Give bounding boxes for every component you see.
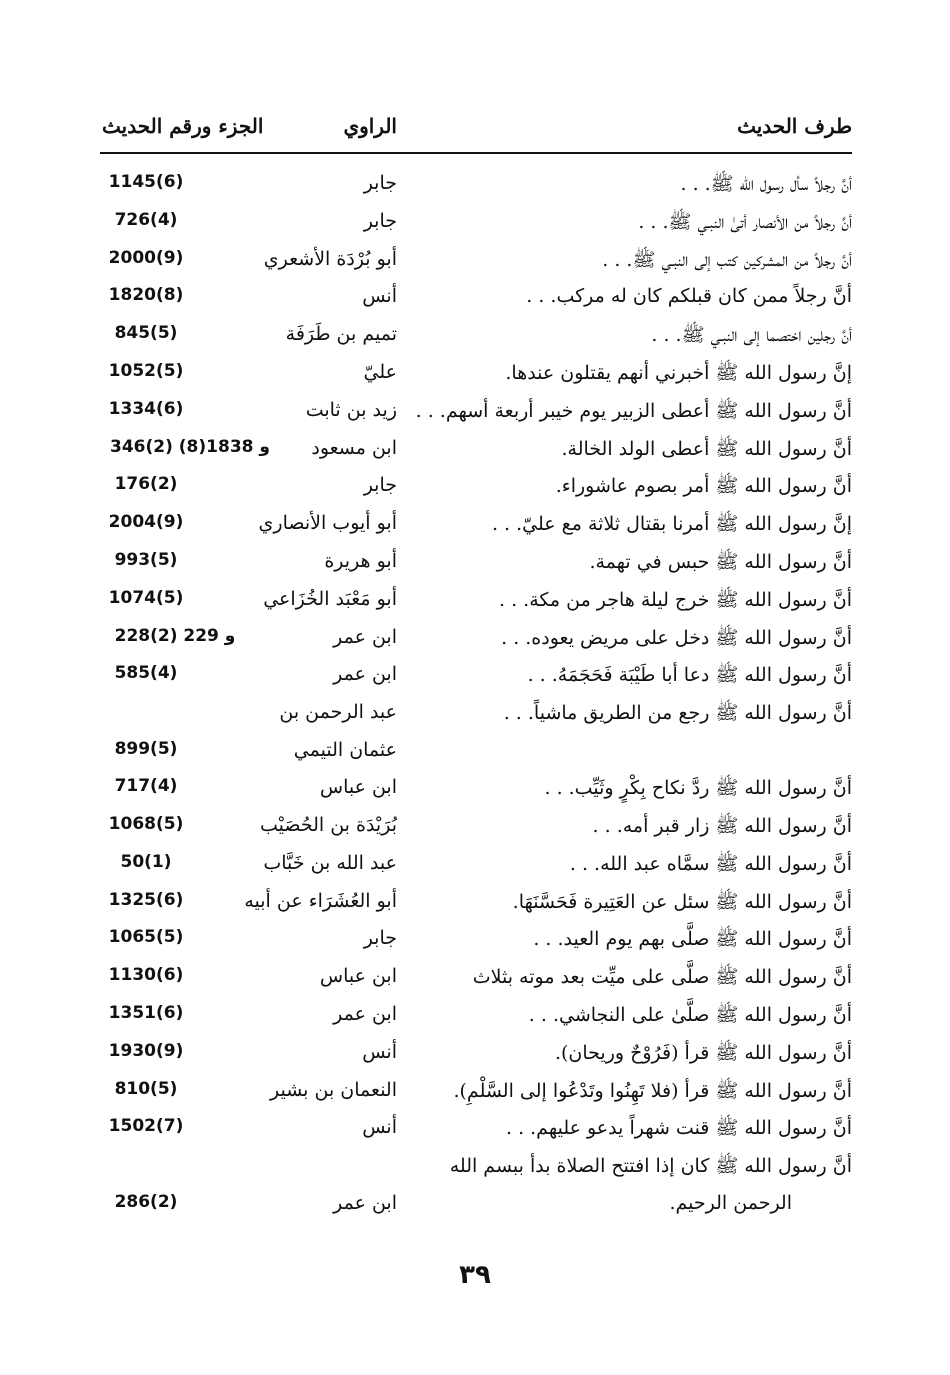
reference: 1820(8) bbox=[108, 285, 184, 306]
narrator: عبد الله بن خَبَّاب bbox=[263, 851, 397, 874]
narrator: ابن عمر bbox=[333, 1192, 397, 1215]
table-header bbox=[100, 112, 852, 154]
index-table bbox=[100, 168, 852, 1225]
hadith-text: أنَّ رجلين اختصما إلى النبـي ﷺ. . . bbox=[651, 324, 852, 347]
reference: 286(2) bbox=[114, 1192, 178, 1213]
table-row bbox=[100, 206, 852, 244]
reference: 176(2) bbox=[114, 474, 178, 495]
narrator-continued: عثمان التيمي bbox=[293, 739, 397, 762]
table-row bbox=[100, 244, 852, 282]
reference: 1052(5) bbox=[108, 360, 184, 381]
narrator: ابن عباس bbox=[319, 776, 397, 799]
narrator: جابر bbox=[363, 209, 397, 232]
hadith-text: أنَّ رسول الله ﷺ صلَّىٰ على النجاشي. . . bbox=[528, 1003, 852, 1026]
narrator: أنس bbox=[362, 1040, 397, 1063]
narrator: جابر bbox=[363, 474, 397, 497]
narrator: عليّ bbox=[363, 360, 397, 383]
hadith-text: أنَّ رسول الله ﷺ رجع من الطريق ماشياً. . . bbox=[503, 702, 852, 725]
table-row bbox=[100, 546, 852, 584]
narrator: عبد الرحمن بن bbox=[279, 701, 397, 724]
reference: 1130(6) bbox=[108, 965, 184, 986]
table-row bbox=[100, 1075, 852, 1113]
reference: 346(2) و 1838(8) bbox=[109, 436, 270, 457]
table-row bbox=[100, 961, 852, 999]
narrator: أبو العُشَرَاء عن أبيه bbox=[244, 889, 397, 912]
table-row bbox=[100, 395, 852, 433]
hadith-text: أنَّ رسول الله ﷺ ردَّ نكاح بِكْرٍ وثَيِّب. . . bbox=[544, 777, 852, 800]
reference: 2000(9) bbox=[108, 247, 184, 268]
hadith-text: أنَّ رسول الله ﷺ دعا أبا طَيْبَة فَحَجَمَهُ. . . bbox=[527, 664, 852, 687]
table-row bbox=[100, 772, 852, 810]
hadith-text: أنَّ رسول الله ﷺ قرأ (فلا تَهِنُوا وتَدْعُوا إلى السَّلْمِ). bbox=[453, 1079, 852, 1102]
reference: 899(5) bbox=[114, 739, 178, 760]
narrator: أبو أيوب الأنصاري bbox=[258, 512, 397, 535]
hadith-text: أنَّ رسول الله ﷺ سمَّاه عبد الله. . . bbox=[569, 852, 852, 875]
hadith-text: أنَّ رسول الله ﷺ صلَّى على ميِّت بعد موته بثلاث bbox=[472, 966, 852, 989]
table-row bbox=[100, 886, 852, 924]
narrator: أنس bbox=[362, 1116, 397, 1139]
hadith-text: إنَّ رسول الله ﷺ أخبرني أنهم يقتلون عندها. bbox=[505, 361, 852, 384]
reference: 845(5) bbox=[114, 323, 178, 344]
table-row bbox=[100, 659, 852, 697]
reference: 1502(7) bbox=[108, 1116, 184, 1137]
narrator: أبو هريرة bbox=[324, 549, 397, 572]
reference: 717(4) bbox=[114, 776, 178, 797]
reference: 1074(5) bbox=[108, 587, 184, 608]
hadith-text: أنَّ رسول الله ﷺ أعطى الزبير يوم خيبر أربعة أسهم. . . bbox=[415, 399, 852, 422]
table-row bbox=[100, 999, 852, 1037]
narrator: أبو بُرْدَة الأشعري bbox=[263, 247, 397, 270]
page-number: ٣٩ bbox=[459, 1260, 491, 1290]
hadith-text: أنَّ رجلاً من الأنصار أتىٰ النبـي ﷺ. . . bbox=[638, 210, 852, 233]
header-reference: الجزء ورقم الحديث bbox=[102, 114, 264, 138]
narrator: أبو مَعْبَد الخُزَاعي bbox=[263, 587, 397, 610]
table-row bbox=[100, 584, 852, 622]
reference: 228(2) و 229 bbox=[114, 625, 236, 646]
table-row bbox=[100, 848, 852, 886]
narrator: ابن عمر bbox=[333, 625, 397, 648]
reference: 810(5) bbox=[114, 1078, 178, 1099]
narrator: زيد بن ثابت bbox=[305, 398, 397, 421]
reference: 1068(5) bbox=[108, 813, 184, 834]
table-row bbox=[100, 508, 852, 546]
hadith-text: أنَّ رسول الله ﷺ كان إذا افتتح الصلاة بدأ ببسم الله bbox=[449, 1155, 852, 1178]
narrator: ابن عباس bbox=[319, 965, 397, 988]
hadith-text: أنَّ رسول الله ﷺ أمر بصوم عاشوراء. bbox=[555, 475, 852, 498]
hadith-text: أنَّ رسول الله ﷺ زار قبر أمه. . . bbox=[592, 814, 852, 837]
hadith-text: أنَّ رجلاً من المشركين كتب إلى النبـي ﷺ. . . bbox=[602, 248, 852, 271]
reference: 993(5) bbox=[114, 549, 178, 570]
narrator: ابن عمر bbox=[333, 1002, 397, 1025]
table-row bbox=[100, 470, 852, 508]
table-row bbox=[100, 1150, 852, 1225]
table-row bbox=[100, 168, 852, 206]
hadith-text: أنَّ رسول الله ﷺ خرج ليلة هاجر من مكة. . . bbox=[499, 588, 852, 611]
reference: 1065(5) bbox=[108, 927, 184, 948]
table-row bbox=[100, 810, 852, 848]
narrator: ابن عمر bbox=[333, 663, 397, 686]
reference: 50(1) bbox=[120, 851, 172, 872]
table-row bbox=[100, 697, 852, 772]
reference: 726(4) bbox=[114, 209, 178, 230]
reference: 585(4) bbox=[114, 663, 178, 684]
table-row bbox=[100, 281, 852, 319]
hadith-text: أنَّ رجلاً ممن كان قبلكم كان له مركب. . . bbox=[526, 285, 852, 308]
hadith-text: أنَّ رسول الله ﷺ صلَّى بهم يوم العيد. . . bbox=[533, 928, 852, 951]
table-row bbox=[100, 1037, 852, 1075]
narrator: جابر bbox=[363, 172, 397, 194]
hadith-text: أنَّ رسول الله ﷺ دخل على مريض يعوده. . . bbox=[501, 626, 852, 649]
narrator: تميم بن طَرَفَة bbox=[285, 323, 397, 346]
reference: 1930(9) bbox=[108, 1040, 184, 1061]
table-row bbox=[100, 622, 852, 660]
narrator: جابر bbox=[363, 927, 397, 950]
narrator: النعمان بن بشير bbox=[270, 1078, 397, 1101]
table-row bbox=[100, 433, 852, 471]
table-row bbox=[100, 923, 852, 961]
narrator: ابن مسعود bbox=[311, 436, 397, 459]
reference: 1334(6) bbox=[108, 398, 184, 419]
reference: 1145(6) bbox=[108, 172, 184, 192]
hadith-text: أنَّ رجلاً سأل رسول الله ﷺ. . . bbox=[680, 173, 852, 195]
reference: 1351(6) bbox=[108, 1002, 184, 1023]
hadith-text: أنَّ رسول الله ﷺ قنت شهراً يدعو عليهم. . . bbox=[505, 1117, 852, 1140]
header-hadith: طرف الحديث bbox=[737, 114, 852, 138]
table-row bbox=[100, 357, 852, 395]
hadith-text: إنَّ رسول الله ﷺ أمرنا بقتال ثلاثة مع عليّ. . . bbox=[491, 513, 852, 536]
header-narrator: الراوي bbox=[343, 114, 397, 138]
narrator: أنس bbox=[362, 285, 397, 308]
hadith-text: أنَّ رسول الله ﷺ حبس في تهمة. bbox=[589, 550, 852, 573]
hadith-text: أنَّ رسول الله ﷺ سئل عن العَتِيرة فَحَسَّنَهَا. bbox=[512, 890, 852, 913]
reference: 1325(6) bbox=[108, 889, 184, 910]
table-row bbox=[100, 1112, 852, 1150]
hadith-text-continued: الرحمن الرحيم. bbox=[669, 1192, 792, 1215]
hadith-text: أنَّ رسول الله ﷺ أعطى الولد الخالة. bbox=[561, 437, 852, 460]
hadith-text: أنَّ رسول الله ﷺ قرأ (فَرُوْحٌ وريحان). bbox=[554, 1041, 852, 1064]
table-row bbox=[100, 319, 852, 357]
narrator: بُرَيْدَة بن الحُصَيْب bbox=[259, 813, 397, 836]
reference: 2004(9) bbox=[108, 512, 184, 533]
